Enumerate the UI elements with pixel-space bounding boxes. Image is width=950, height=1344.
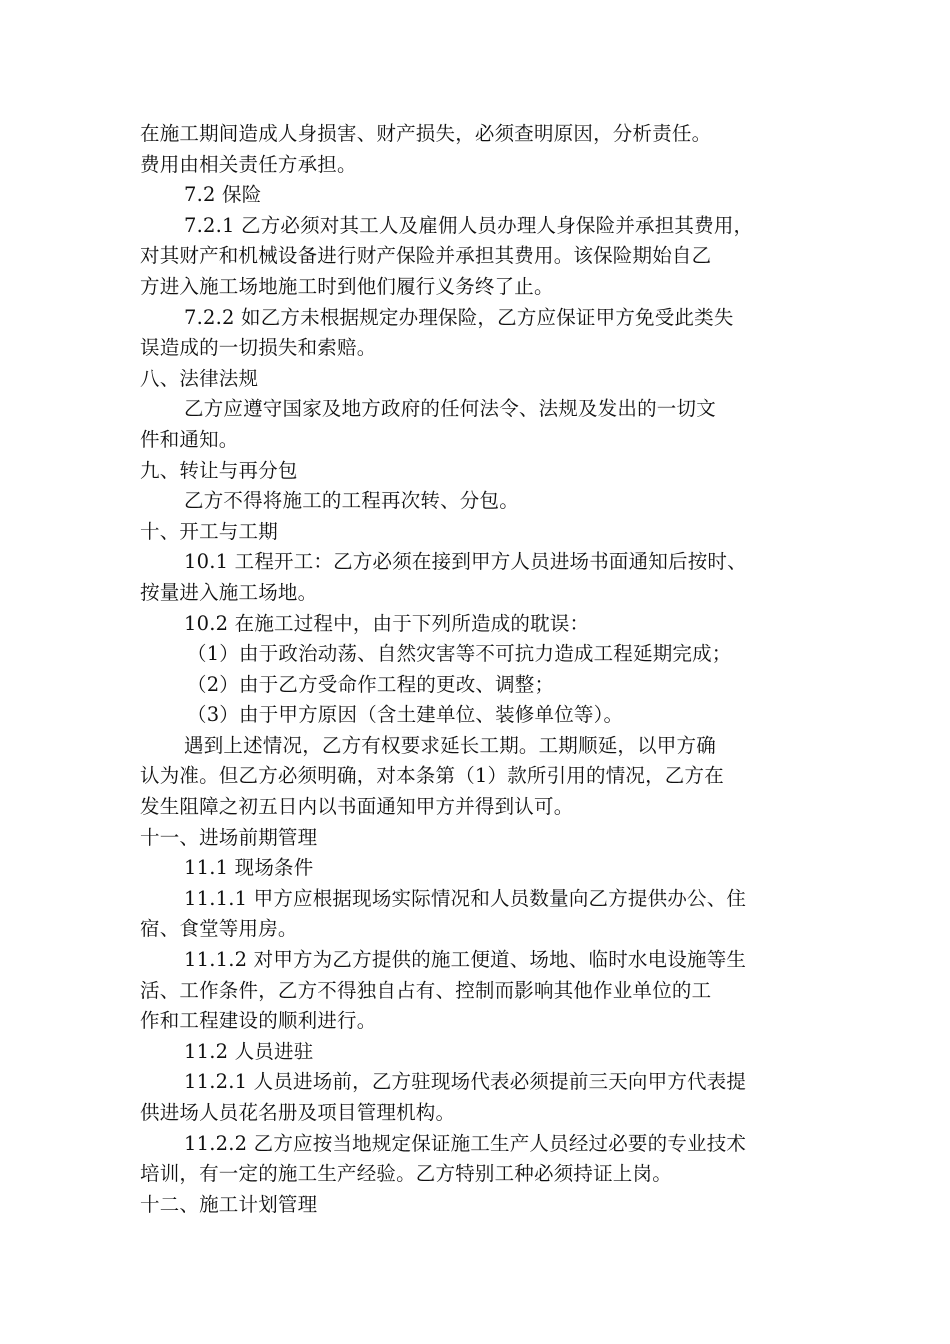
list-item-3: （3）由于甲方原因（含土建单位、装修单位等）。 — [187, 703, 624, 727]
clause-10-2: 10.2 在施工过程中，由于下列所造成的耽误： — [184, 611, 590, 635]
paragraph-laws: 乙方应遵守国家及地方政府的任何法令、法规及发出的一切文 件和通知。 — [140, 397, 716, 451]
section-heading-11-2: 11.2 人员进驻 — [184, 1039, 314, 1063]
chapter-heading-10-schedule: 十、开工与工期 — [140, 519, 278, 543]
chapter-heading-9-subcontract: 九、转让与再分包 — [140, 458, 298, 482]
clause-7-2-1: 7.2.1 乙方必须对其工人及雇佣人员办理人身保险并承担其费用， 对其财产和机械设备进行财产保险并承担其费用。该保险期始自乙 方进入施工场地施工时到他们履行义务终了止。 — [140, 213, 754, 298]
paragraph-extension: 遇到上述情况，乙方有权要求延长工期。工期顺延，以甲方确 认为准。但乙方必须明确，对本条第（1）款所引用的情况，乙方在 发生阻障之初五日内以书面通知甲方并得到认可。 — [140, 733, 724, 819]
paragraph-safety-liability: 在施工期间造成人身损害、财产损失，必须查明原因，分析责任。 费用由相关责任方承担。 — [140, 122, 712, 176]
clause-11-2-2: 11.2.2 乙方应按当地规定保证施工生产人员经过必要的专业技术 培训，有一定的施工生产经验。乙方特别工种必须持证上岗。 — [140, 1131, 747, 1186]
paragraph-subcontract: 乙方不得将施工的工程再次转、分包。 — [184, 489, 519, 513]
clause-11-2-1: 11.2.1 人员进场前，乙方驻现场代表必须提前三天向甲方代表提 供进场人员花名册及项目管理机构。 — [140, 1070, 747, 1124]
clause-7-2-2: 7.2.2 如乙方未根据规定办理保险，乙方应保证甲方免受此类失 误造成的一切损失和索赔。 — [140, 305, 734, 360]
list-item-2: （2）由于乙方受命作工程的更改、调整； — [187, 672, 555, 696]
list-item-1: （1）由于政治动荡、自然灾害等不可抗力造成工程延期完成； — [187, 642, 732, 666]
clause-10-1: 10.1 工程开工：乙方必须在接到甲方人员进场书面通知后按时、 按量进入施工场地。 — [140, 550, 747, 604]
chapter-heading-8-laws: 八、法律法规 — [140, 366, 259, 390]
section-heading-11-1: 11.1 现场条件 — [184, 856, 314, 880]
chapter-heading-12-planning: 十二、施工计划管理 — [140, 1192, 318, 1216]
section-heading-7-2-insurance: 7.2 保险 — [184, 183, 262, 207]
chapter-heading-11-pre-entry: 十一、进场前期管理 — [140, 825, 318, 849]
clause-11-1-1: 11.1.1 甲方应根据现场实际情况和人员数量向乙方提供办公、住 宿、食堂等用房。 — [140, 886, 747, 941]
document-body — [140, 119, 812, 1220]
clause-11-1-2: 11.1.2 对甲方为乙方提供的施工便道、场地、临时水电设施等生 活、工作条件，乙方不得独自占有、控制而影响其他作业单位的工 作和工程建设的顺利进行。 — [140, 948, 747, 1033]
